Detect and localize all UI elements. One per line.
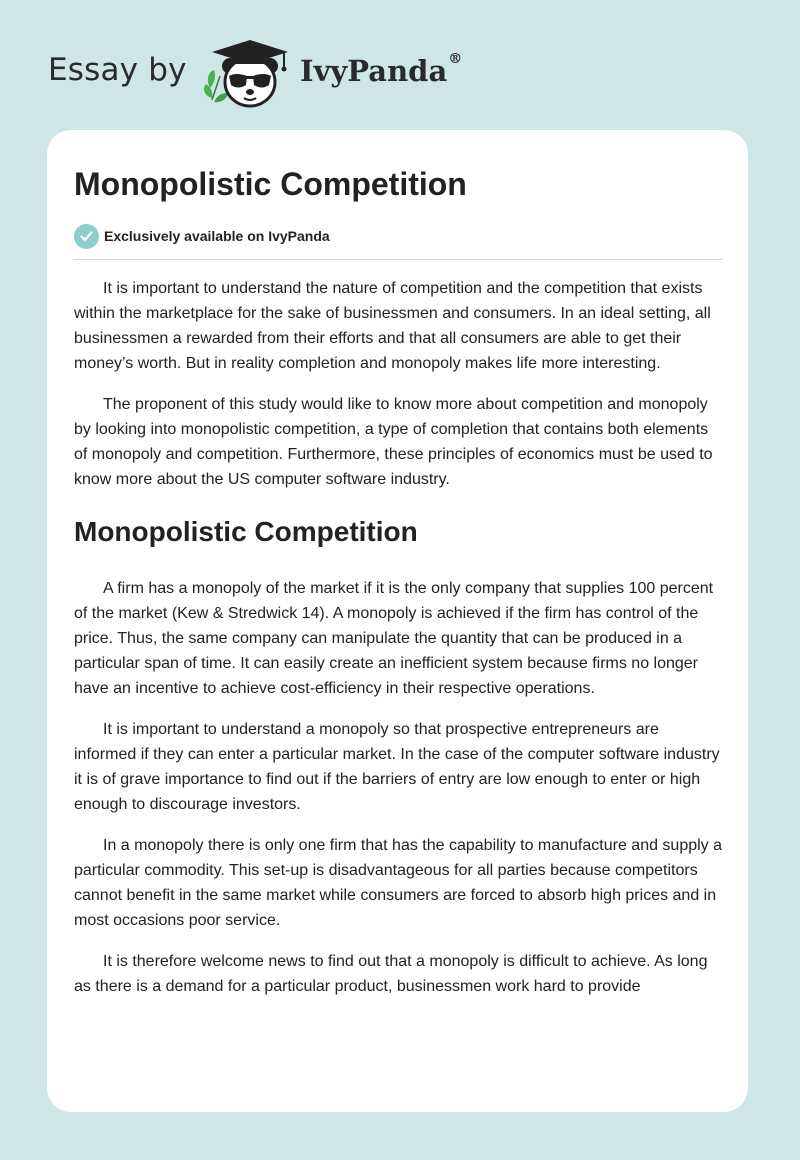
essay-card (47, 130, 748, 1112)
intro-paragraph-2: The proponent of this study would like to know more about competition and monopoly by looking into monopolistic competition, a type of completion that contains both elements of monopoly and competition. Furthermore, these principles of economics must be used to know more about the US computer software industry. (74, 396, 713, 488)
check-circle-icon (74, 224, 99, 249)
section-paragraph-4: It is therefore welcome news to find out that a monopoly is difficult to achieve. As long as there is a demand for a particular product, businessmen work hard to provide (74, 953, 708, 995)
intro-paragraph-1: It is important to understand the nature of competition and the competition that exists within the marketplace for the sake of businessmen and consumers. In an ideal setting, all businessmen a rewarded from their efforts and that all consumers are able to get their money’s worth. But in reality completion and monopoly makes life more interesting. (74, 280, 711, 372)
section-paragraph-1: A firm has a monopoly of the market if it is the only company that supplies 100 percent of the market (Kew & Stredwick 14). A monopoly is achieved if the firm has control of the price. Thus, the same company can manipulate the quantity that can be produced in a particular span of time. It can easily create an inefficient system because firms no longer have an incentive to achieve cost-efficiency in their respective operations. (74, 580, 714, 697)
exclusive-badge (74, 223, 723, 249)
brand-header[interactable] (48, 34, 468, 114)
brand-name (300, 51, 463, 88)
brand-name-text: IvyPanda (300, 54, 448, 88)
brand-prefix: Essay by (48, 52, 187, 88)
page-title: Monopolistic Competition (74, 166, 467, 202)
exclusive-badge-text: Exclusively available on IvyPanda (104, 228, 330, 244)
section-paragraph-2: It is important to understand a monopoly so that prospective entrepreneurs are informed if they can enter a particular market. In the case of the computer software industry it is of grave importance to find out if the barriers of entry are low enough to enter or high enough to discourage investors. (74, 721, 720, 813)
essay-content (74, 165, 723, 999)
divider (74, 259, 723, 260)
section-heading: Monopolistic Competition (74, 516, 418, 547)
panda-graduate-icon (200, 36, 296, 110)
section-paragraph-3: In a monopoly there is only one firm that has the capability to manufacture and supply a particular commodity. This set-up is disadvantageous for all parties because competitors cannot benefit in the same market while consumers are forced to absorb high prices and in most occasions poor service. (74, 837, 723, 929)
registered-mark: ® (448, 51, 463, 67)
